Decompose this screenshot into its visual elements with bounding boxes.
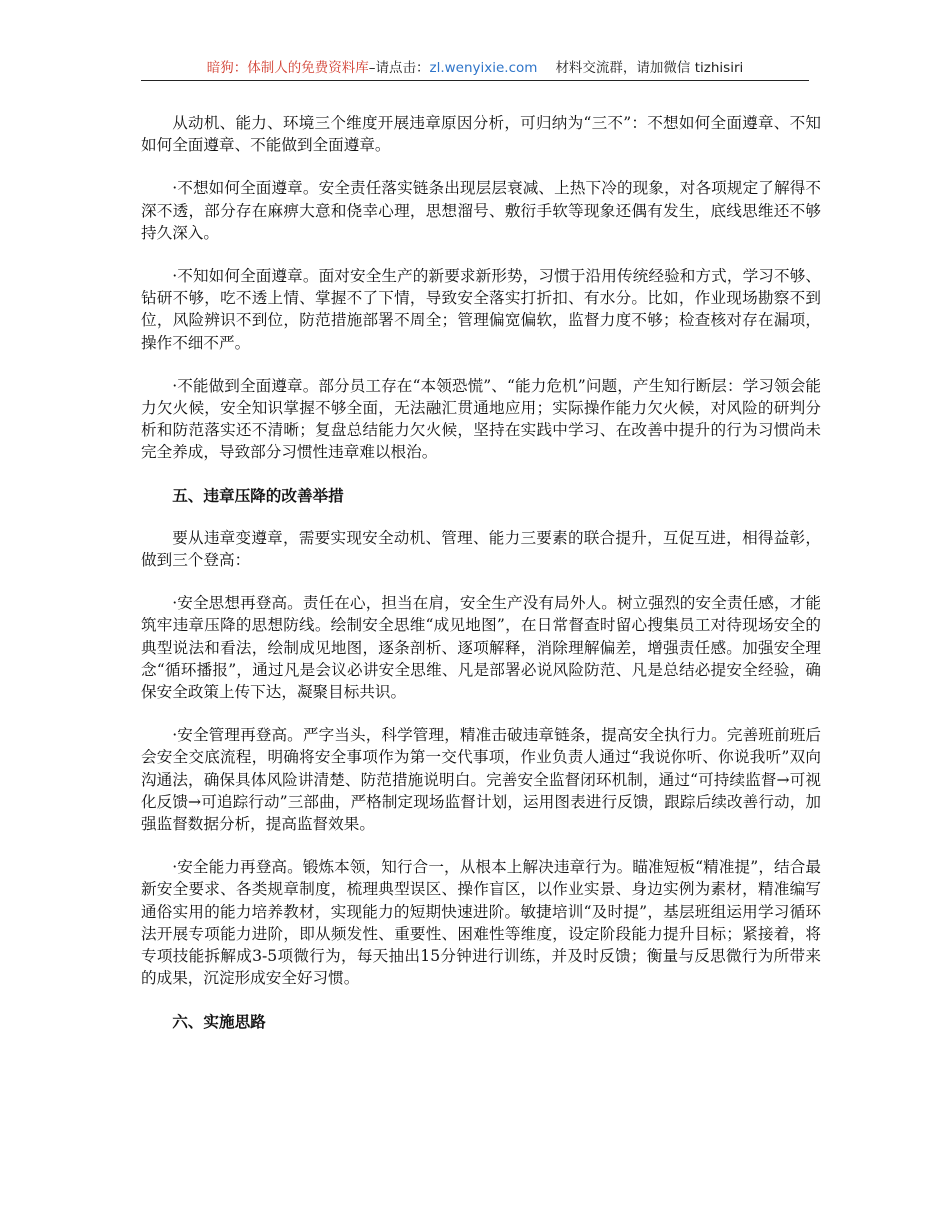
paragraph-improvement-intro: 要从违章变遵章，需要实现安全动机、管理、能力三要素的联合提升，互促互进，相得益彰，做到三个登高： <box>141 528 821 570</box>
header-contact: 材料交流群，请加微信 tizhisiri <box>555 60 744 76</box>
paragraph-safety-capability: ·安全能力再登高。锻炼本领，知行合一，从根本上解决违章行为。瞄准短板“精准提”，结合最新安全要求、各类规章制度，梳理典型误区、操作盲区，以作业实景、身边实例为素材，精准编写通俗实用的能力培养教材，实现能力的短期快速进阶。敏捷培训“及时提”，基层班组运用学习循环法开展专项能力进阶，即从频发性、重要性、困难性等维度，设定阶段能力提升目标；紧接着，将专项技能拆解成3-5项微行为，每天抽出15分钟进行训练，并及时反馈；衡量与反思微行为所带来的成果，沉淀形成安全好习惯。 <box>141 858 821 988</box>
paragraph-unwilling: ·不想如何全面遵章。安全责任落实链条出现层层衰减、上热下冷的现象，对各项规定了解得不深不透，部分存在麻痹大意和侥幸心理，思想溜号、敷衍手软等现象还偶有发生，底线思维还不够持久深入。 <box>141 179 821 242</box>
paragraph-unknowing: ·不知如何全面遵章。面对安全生产的新要求新形势，习惯于沿用传统经验和方式，学习不够、钻研不够，吃不透上情、掌握不了下情，导致安全落实打折扣、有水分。比如，作业现场勘察不到位，风险辨识不到位，防范措施部署不周全；管理偏宽偏软，监督力度不够；检查核对存在漏项，操作不细不严。 <box>141 267 821 352</box>
header-url-link[interactable]: zl.wenyixie.com <box>429 60 538 76</box>
paragraph-safety-management: ·安全管理再登高。严字当头，科学管理，精准击破违章链条，提高安全执行力。完善班前班后会安全交底流程，明确将安全事项作为第一交代事项，作业负责人通过“我说你听、你说我听”双向沟通法，确保具体风险讲清楚、防范措施说明白。完善安全监督闭环机制，通过“可持续监督→可视化反馈→可追踪行动”三部曲，严格制定现场监督计划，运用图表进行反馈，跟踪后续改善行动，加强监督数据分析，提高监督效果。 <box>141 726 821 834</box>
section-heading-improvement: 五、违章压降的改善举措 <box>172 486 344 505</box>
paragraph-safety-mindset: ·安全思想再登高。责任在心，担当在肩，安全生产没有局外人。树立强烈的安全责任感，才能筑牢违章压降的思想防线。绘制安全思维“成见地图”，在日常督查时留心搜集员工对待现场安全的典型说法和看法，绘制成见地图，逐条剖析、逐项解释，消除理解偏差，增强责任感。加强安全理念“循环播报”，通过凡是会议必讲安全思维、凡是部署必说风险防范、凡是总结必提安全经验，确保安全政策上传下达，凝聚目标共识。 <box>141 594 821 702</box>
paragraph-unable: ·不能做到全面遵章。部分员工存在“本领恐慌”、“能力危机”问题，产生知行断层：学习领会能力欠火候，安全知识掌握不够全面，无法融汇贯通地应用；实际操作能力欠火候，对风险的研判分析和防范落实还不清晰；复盘总结能力欠火候，坚持在实践中学习、在改善中提升的行为习惯尚未完全养成，导致部分习惯性违章难以根治。 <box>141 376 821 462</box>
section-heading-implementation: 六、实施思路 <box>172 1012 266 1031</box>
header-prompt: –请点击： <box>368 60 430 76</box>
paragraph-cause-summary: 从动机、能力、环境三个维度开展违章原因分析，可归纳为“三不”：不想如何全面遵章、不知如何全面遵章、不能做到全面遵章。 <box>141 114 821 155</box>
page-header <box>141 58 809 81</box>
document-body <box>141 112 821 1053</box>
header-brand: 暗狗：体制人的免费资料库 <box>206 60 369 76</box>
